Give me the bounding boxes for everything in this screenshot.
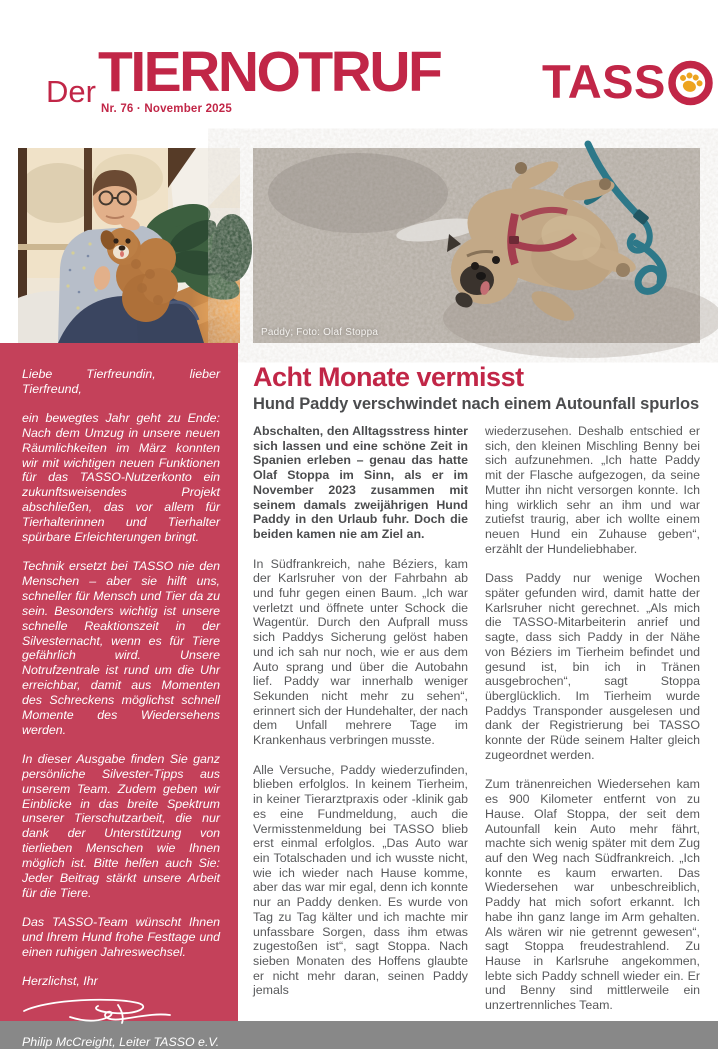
tasso-logo [542,57,714,106]
letter-paragraph: In dieser Ausgabe finden Sie ganz persönliche Silvester-Tipps aus unserem Team. Zudem geben wir Einblicke in das breite Spektrum unserer Tierschutzarbeit, die nur dank der Unterstützung von tierlieben Menschen wie Ihnen möglich ist. Bitte helfen auch Sie: Jeder Beitrag stärkt unsere Arbeit für die Tiere. [22,751,220,900]
issue-number: Nr. 76 · November 2025 [101,103,232,115]
letter-paragraph: Technik ersetzt bei TASSO nie den Menschen – aber sie hilft uns, schneller für Mensch und Tier da zu sein. Besonders wichtig ist unsere schnelle Reaktionszeit in der Silvesternacht, wenn es für Tiere gefährlich wird. Unsere Notrufzentrale ist rund um die Uhr erreichbar, damit aus Momenten des Schreckens möglichst schnell Momente des Wiedersehens werden. [22,558,220,737]
letter-signature-name: Philip McCreight, Leiter TASSO e.V. [22,1034,220,1049]
portrait-photo [18,148,240,343]
masthead-prefix: Der [46,74,96,109]
editor-letter-box [0,343,238,1049]
portrait-photo-illustration [18,148,240,343]
article-paragraph: In Südfrankreich, nahe Béziers, kam der Karlsruher von der Fahrbahn ab und fuhr gegen einen Baum. „Ich war verletzt und öffnete unter Schock die Wagentür. Durch den Aufprall muss sich Paddys Sicherung gelöst haben und ich sah nur noch, wie er aus dem Auto sprang und über die Autobahn lief. Paddy war innerhalb weniger Sekunden nicht mehr zu sehen“, erinnert sich der Hundehalter, der nach dem Unfall mehrere Tage im Krankenhaus verbringen musste. [253,556,468,748]
letter-paragraph: ein bewegtes Jahr geht zu Ende: Nach dem Umzug in unsere neuen Räumlichkeiten im März konnten wir mit wichtigen neuen Funktionen für das TASSO-Nutzerkonto ein zukunftsweisendes Projekt abschließen, das vor allem für Tierhalterinnen und Tierhalter spürbare Erleichterungen bringt. [22,410,220,545]
paddy-photo-illustration [253,148,700,343]
tasso-logo-text: TASS [542,55,666,108]
article-paragraph: Zum tränenreichen Wiedersehen kam es 900 Kilometer entfernt von zu Hause. Olaf Stoppa, der seit dem Autounfall kein Auto mehr fährt, machte sich wenig später mit dem Zug auf den Weg nach Südfrankreich. „Ich konnte es kaum erwarten. Das Wiedersehen war unbeschreiblich, Paddy hat mich sofort erkannt. Ich habe ihn ganz lange im Arm gehalten. Als wären wir nie getrennt gewesen“, sagt Stoppa freudestrahlend. Zu Hause in Karlsruhe angekommen, lebte sich Paddy schnell wieder ein. Er und Benny sind mittlerweile ein unzertrennliches Team. [485,777,700,1013]
article-column-2 [485,424,700,1021]
article-headline: Acht Monate vermisst [253,362,524,392]
article-lead-paragraph: Abschalten, den Alltagsstress hinter sich lassen und eine schöne Zeit in Spanien erleben – genau das hatte Olaf Stoppa im Sinn, als er im November 2023 zusammen mit seinem damals zweijährigen Hund Paddy in den Urlaub fuhr. Doch die beiden kamen nie am Ziel an. [253,424,468,541]
masthead-title: TIERNOTRUF [98,40,441,104]
article-body [253,424,700,1021]
letter-closing: Herzlichst, Ihr [22,973,98,988]
editor-letter [0,343,238,1049]
photo-caption: Paddy; Foto: Olaf Stoppa [261,327,379,338]
article-paragraph: Alle Versuche, Paddy wiederzufinden, blieben erfolglos. In keinem Tierheim, in keiner Tierarztpraxis oder -klinik gab es eine Fundmeldung, auch die Vermisstenmeldung bei TASSO blieb erst einmal erfolglos. „Das Auto war ein Totalschaden und ich wusste nicht, wie ich wieder nach Hause komme, aber das war mir egal, denn ich konnte nur an Paddy denken. Es wurde von Tag zu Tag kälter und ich machte mir unfassbare Sorgen, dass ihm etwas zugestoßen ist“, sagt Stoppa. Nach sieben Monaten des Hoffens glaubte er nicht mehr daran, seinen Paddy jemals [253,762,468,998]
letter-salutation: Liebe Tierfreundin, lieber Tierfreund, [22,367,220,396]
paddy-photo [253,148,700,343]
signature-icon [18,995,178,1031]
paw-icon [667,59,714,106]
article-subheadline: Hund Paddy verschwindet nach einem Autounfall spurlos [253,395,700,413]
article-paragraph: wiederzusehen. Deshalb entschied er sich, den kleinen Mischling Benny bei sich aufzunehmen. „Ich hatte Paddy mit der Flasche aufgezogen, da seine Mutter ihn nicht versorgen konnte. Ich hing wirklich sehr an ihm und war zutiefst traurig, aber ich wollte einem neuen Hund ein Zuhause geben“, erzählt der Hundeliebhaber. [485,424,700,556]
article-paragraph: Dass Paddy nur wenige Wochen später gefunden wird, damit hatte der Karlsruher nicht gerechnet. „Als mich die TASSO-Mitarbeiterin anrief und sagte, dass sich Paddy in der Nähe von Béziers im Tierheim befindet und gesund ist, bin ich in Tränen ausgebrochen“, sagt Stoppa überglücklich. Im Tierheim wurde Paddys Transponder ausgelesen und dank der Registrierung bei TASSO konnte der Rüde seinem Halter gleich zugeordnet werden. [485,571,700,762]
letter-paragraph: Das TASSO-Team wünscht Ihnen und Ihrem Hund frohe Festtage und einen ruhigen Jahreswechsel. [22,914,220,959]
article-column-1 [253,424,468,1021]
